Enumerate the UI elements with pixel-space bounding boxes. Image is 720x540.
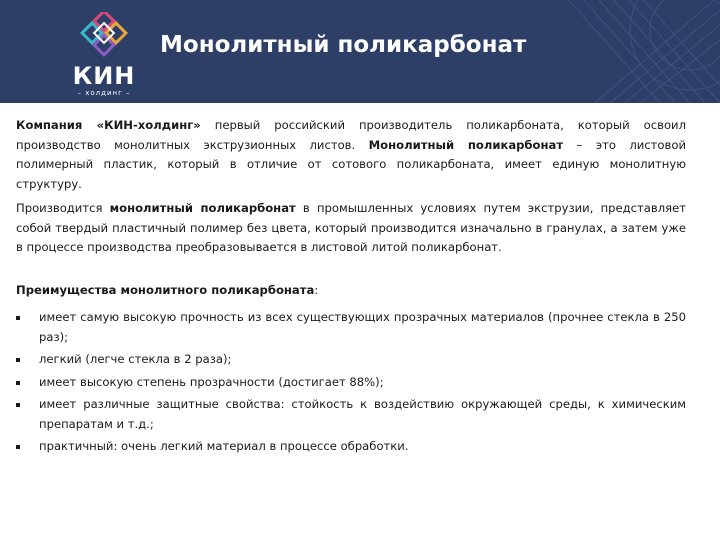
production-text-1: Производится	[16, 201, 110, 215]
logo-name: КИН	[72, 62, 136, 90]
list-item: легкий (легче стекла в 2 раза);	[16, 350, 686, 370]
company-logo	[58, 8, 150, 100]
intro-term: Монолитный поликарбонат	[368, 137, 564, 152]
header-banner	[0, 0, 720, 103]
list-item: имеет самую высокую прочность из всех существующих прозрачных материалов (прочнее стекла в 250 раз);	[16, 308, 686, 347]
intro-paragraph	[16, 116, 686, 194]
bullet-icon	[16, 403, 20, 407]
production-term: монолитный поликарбонат	[109, 201, 296, 215]
intro-text-2: – это листовой полимерный пластик, который в отличие от сотового поликарбоната, имеет единую монолитную структуру.	[16, 137, 686, 191]
bullet-icon	[16, 381, 20, 385]
advantages-list	[16, 308, 686, 457]
main-content	[16, 116, 686, 460]
logo-subtitle: – холдинг –	[77, 89, 131, 97]
list-item: практичный: очень легкий материал в процессе обработки.	[16, 437, 686, 457]
bullet-icon	[16, 316, 20, 320]
company-name: Компания «КИН-холдинг»	[16, 118, 201, 132]
production-text-2: в промышленных условиях путем экструзии, представляет собой твердый пластичный полимер без цвета, который производится изначально в гранулах, а затем уже в процессе производства преобразовывается в листовой литой поликарбонат.	[16, 201, 687, 254]
intro-text-1: первый российский производитель поликарбоната, который освоил производство монолитных экструзионных листов.	[16, 118, 686, 152]
list-item: имеет различные защитные свойства: стойкость к воздействию окружающей среды, к химическим препаратам и т.д.;	[16, 395, 686, 434]
page-title: Монолитный поликарбонат	[160, 32, 527, 58]
bullet-icon	[16, 445, 20, 449]
bullet-icon	[16, 358, 20, 362]
production-paragraph	[16, 199, 686, 258]
list-item: имеет высокую степень прозрачности (достигает 88%);	[16, 373, 686, 393]
advantages-heading: Преимущества монолитного поликарбоната:	[16, 282, 319, 297]
logo-diamond-icon	[78, 12, 130, 64]
